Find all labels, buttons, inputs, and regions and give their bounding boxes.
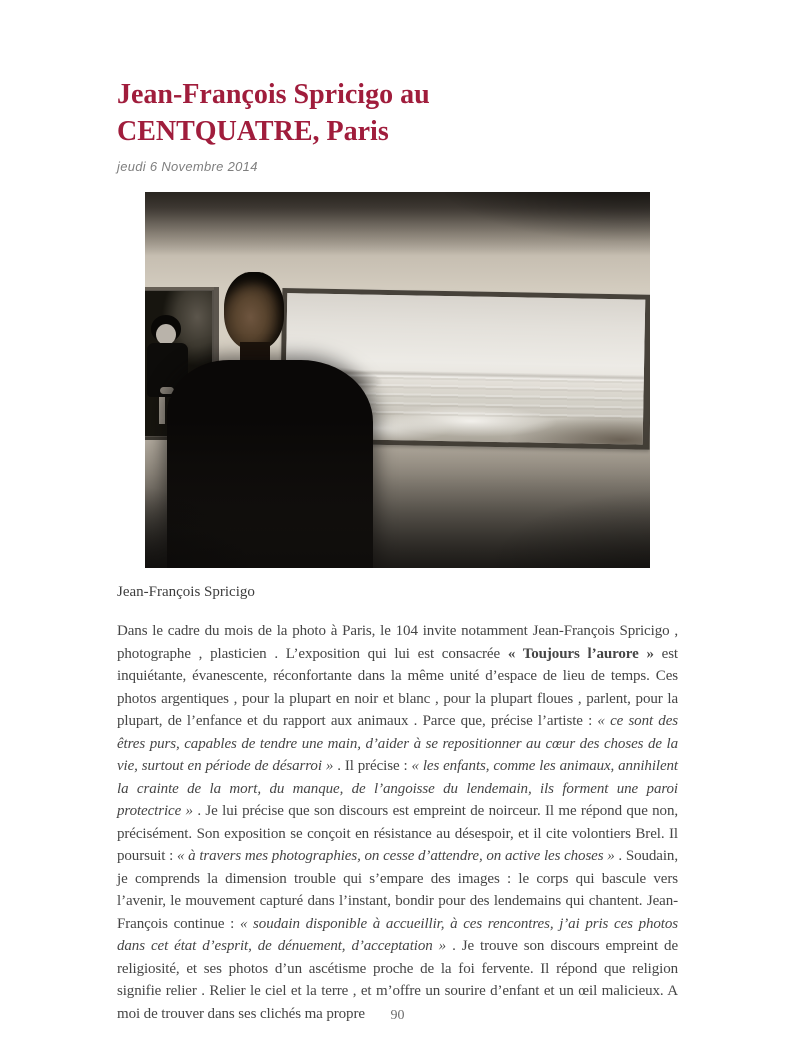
- article-date: jeudi 6 Novembre 2014: [117, 159, 258, 174]
- man-head: [224, 272, 284, 350]
- man-body: [167, 360, 373, 568]
- page-number: 90: [390, 1008, 405, 1023]
- photo-caption: Jean-François Spricigo: [117, 584, 255, 600]
- article-title: Jean-François Spricigo au CENTQUATRE, Paris: [117, 79, 430, 147]
- article-paragraph: Dans le cadre du mois de la photo à Paris, le 104 invite notamment Jean-François Spricigo , photographe , plasticien . L’exposition qui lui est consacrée « Toujours l’aurore » est inquiétante, évanescente, réconfortante dans la même unité d’espace de lieu de temps. Ces photos argentiques , pour la plupart en noir et blanc , pour la plupart floues , parlent, pour la plupart, de l’enfance et du rapport aux animaux . Parce que, précise l’artiste : « ce sont des êtres purs, capables de tendre une main, d’aider à se repositionner au cœur des choses de la vie, surtout en période de désarroi » . Il précise : « les enfants, comme les animaux, annihilent la crainte de la mort, du manque, de l’angoisse du lendemain, ils forment une paroi protectrice » . Je lui précise que son discours est empreint de noirceur. Il me répond que non, précisément. Son exposition se conçoit en résistance au désespoir, et il cite volontiers Brel. Il poursuit : « à travers mes photographies, on cesse d’attendre, on active les choses » . Soudain, je comprends la dimension trouble qui s’empare des images : le corps qui bascule vers l’avenir, le mouvement capturé dans l’instant, bondir pour des lendemains qui chantent. Jean-François continue : « soudain disponible à accueillir, à ces rencontres, j’ai pris ces photos dans cet état d’esprit, de dénuement, d’acceptation » . Je trouve son discours empreint de religiosité, et ses photos d’un ascétisme proche de la foi fervente. Il répond que religion signifie relier . Relier le ciel et la terre , et m’offre un sourire d’enfant et un œil malicieux. A moi de trouver dans ses clichés ma propre: [117, 623, 679, 1022]
- article-photo: [145, 192, 650, 568]
- man-silhouette: [145, 192, 650, 568]
